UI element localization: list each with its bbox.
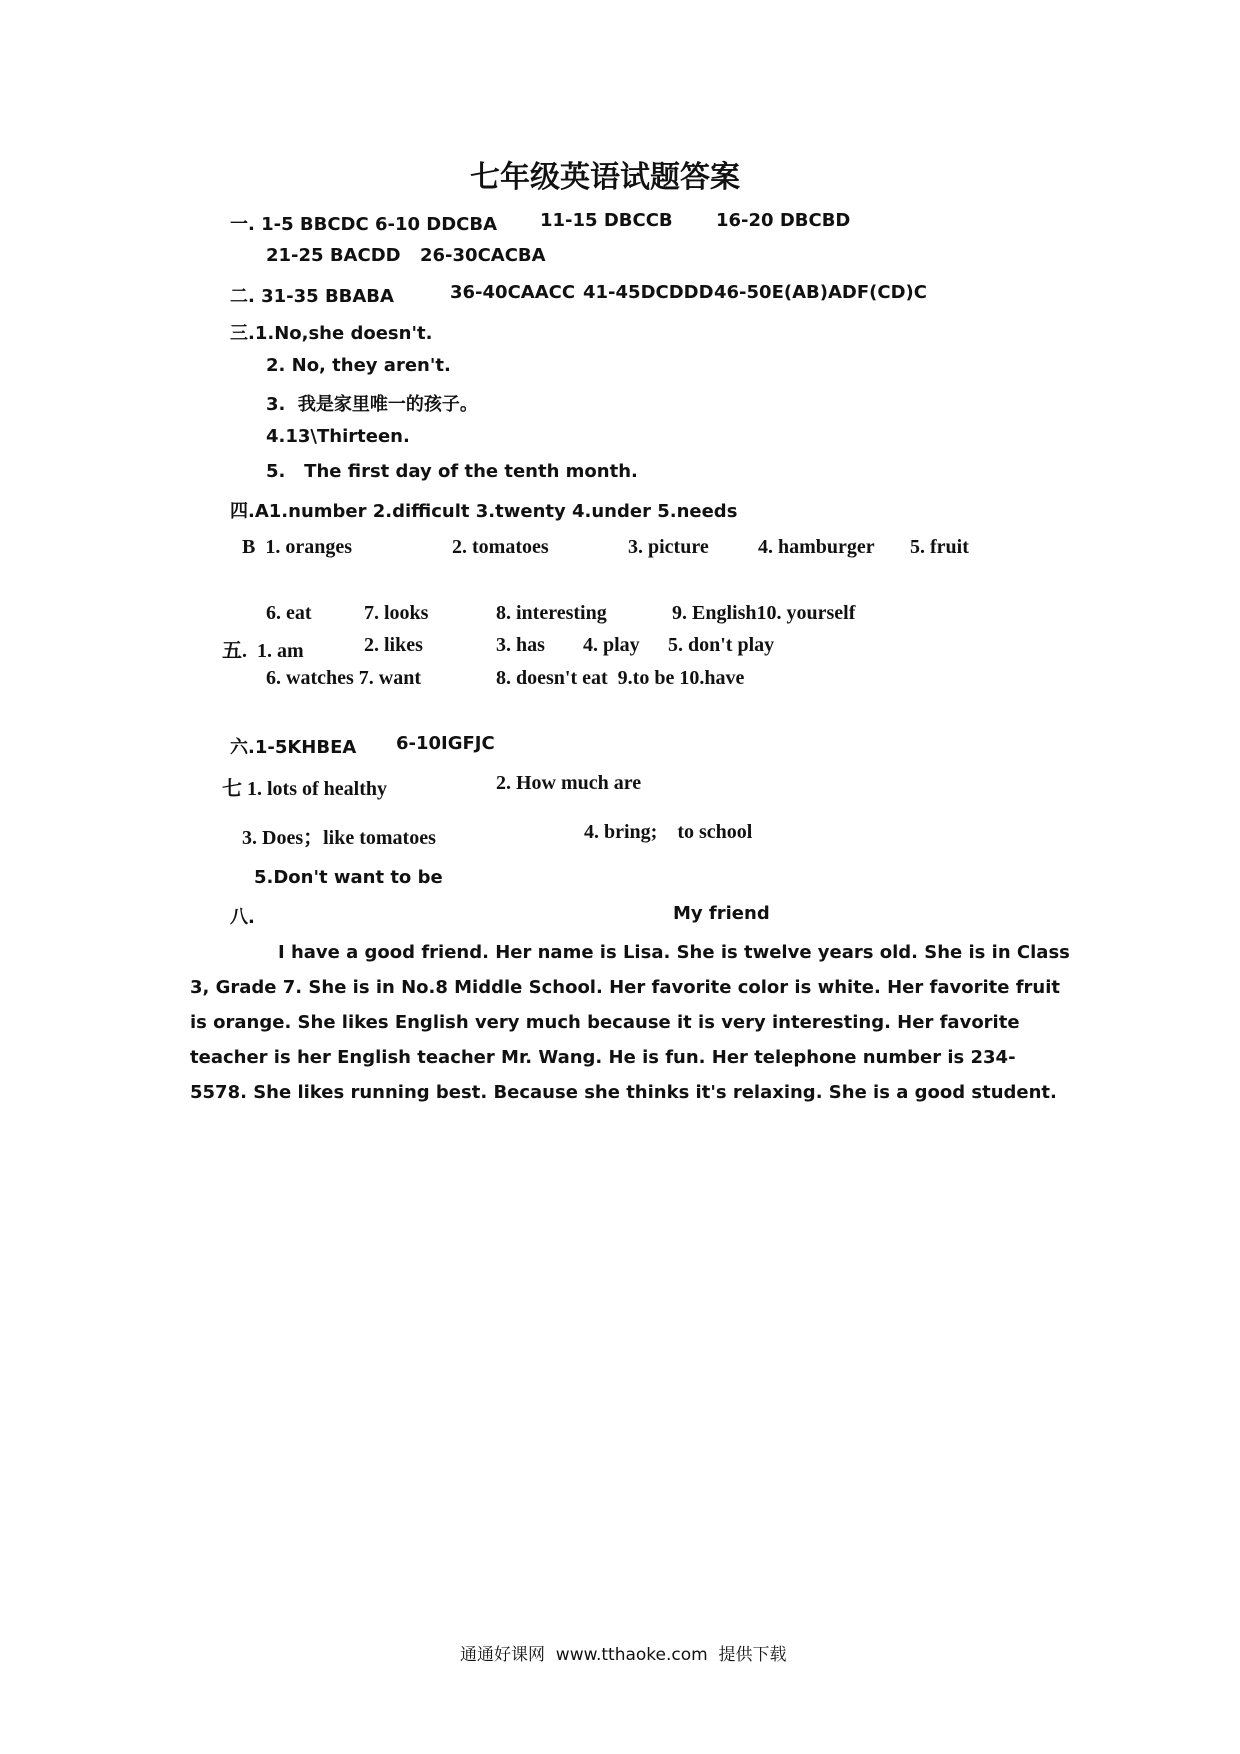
- section-5-answer-2: 2. likes: [364, 634, 423, 656]
- essay-paragraph: [190, 935, 1070, 1110]
- section-1-answers-21-25: 21-25 BACDD: [266, 245, 401, 266]
- section-8-label: 八.: [230, 907, 255, 928]
- page-title: 七年级英语试题答案: [470, 160, 740, 195]
- section-3-answer-4: 4.13\Thirteen.: [266, 426, 410, 447]
- section-3-answer-2: 2. No, they aren't.: [266, 355, 451, 376]
- section-4b-answer-8: 8. interesting: [496, 602, 607, 624]
- section-5-answer-5: 5. don't play: [668, 634, 775, 656]
- section-5-answer-3: 3. has: [496, 634, 545, 656]
- section-4b-answer-4: 4. hamburger: [758, 536, 875, 558]
- section-1-answers-16-20: 16-20 DBCBD: [716, 210, 851, 231]
- section-4b-answer-3: 3. picture: [628, 536, 709, 558]
- section-2-answers-36-40: 36-40CAACC: [450, 282, 576, 303]
- section-4b-answer-7: 7. looks: [364, 602, 429, 624]
- page-footer: 通通好课网 www.tthaoke.com 提供下载: [460, 1645, 787, 1665]
- section-5-answers-8-10: 8. doesn't eat 9.to be 10.have: [496, 667, 745, 689]
- section-4b-answer-6: 6. eat: [266, 602, 312, 624]
- section-7-answer-2: 2. How much are: [496, 772, 642, 794]
- section-6-answers-6-10: 6-10IGFJC: [396, 733, 495, 754]
- section-4b-answer-9-10: 9. English10. yourself: [672, 602, 856, 624]
- section-7-answer-5: 5.Don't want to be: [254, 867, 443, 888]
- section-3-answer-3: 3. 我是家里唯一的孩子。: [266, 394, 478, 415]
- section-3-answer-5: 5. The first day of the tenth month.: [266, 461, 638, 482]
- section-5-answer-4: 4. play: [583, 634, 640, 656]
- section-2-answers-41-45: 41-45DCDDD: [583, 282, 714, 303]
- section-7-answer-1: 七 1. lots of healthy: [222, 778, 387, 800]
- section-5-answers-6-7: 6. watches 7. want: [266, 667, 421, 689]
- section-5-answer-1: 五. 1. am: [222, 640, 304, 662]
- section-1-answers-26-30: 26-30CACBA: [420, 245, 546, 266]
- section-4b-answer-1: B 1. oranges: [242, 536, 352, 558]
- section-2-answers-31-35: 二. 31-35 BBABA: [230, 286, 394, 307]
- section-1-answers-11-15: 11-15 DBCCB: [540, 210, 673, 231]
- essay-heading: My friend: [673, 903, 770, 924]
- section-7-answer-3: 3. Does；like tomatoes: [242, 827, 436, 849]
- section-4b-answer-5: 5. fruit: [910, 536, 969, 558]
- section-2-answers-46-50: 46-50E(AB)ADF(CD)C: [714, 282, 927, 303]
- essay-text: I have a good friend. Her name is Lisa. She is twelve years old. She is in Class 3, Grade 7. She is in No.8 Middle School. Her favorite color is white. Her favorite fruit is orange. She likes English very much because it is very interesting. Her favorite teacher is her English teacher Mr. Wang. He is fun. Her telephone number is 234-5578. She likes running best. Because she thinks it's relaxing. She is a good student.: [190, 942, 1070, 1103]
- section-1-answers-1-10: 一. 1-5 BBCDC 6-10 DDCBA: [230, 214, 498, 235]
- section-7-answer-4: 4. bring; to school: [584, 821, 753, 843]
- section-4b-answer-2: 2. tomatoes: [452, 536, 549, 558]
- section-4a-answers: 四.A1.number 2.difficult 3.twenty 4.under 5.needs: [230, 501, 738, 522]
- section-3-answer-1: 三.1.No,she doesn't.: [230, 323, 433, 344]
- section-6-answers-1-5: 六.1-5KHBEA: [230, 737, 357, 758]
